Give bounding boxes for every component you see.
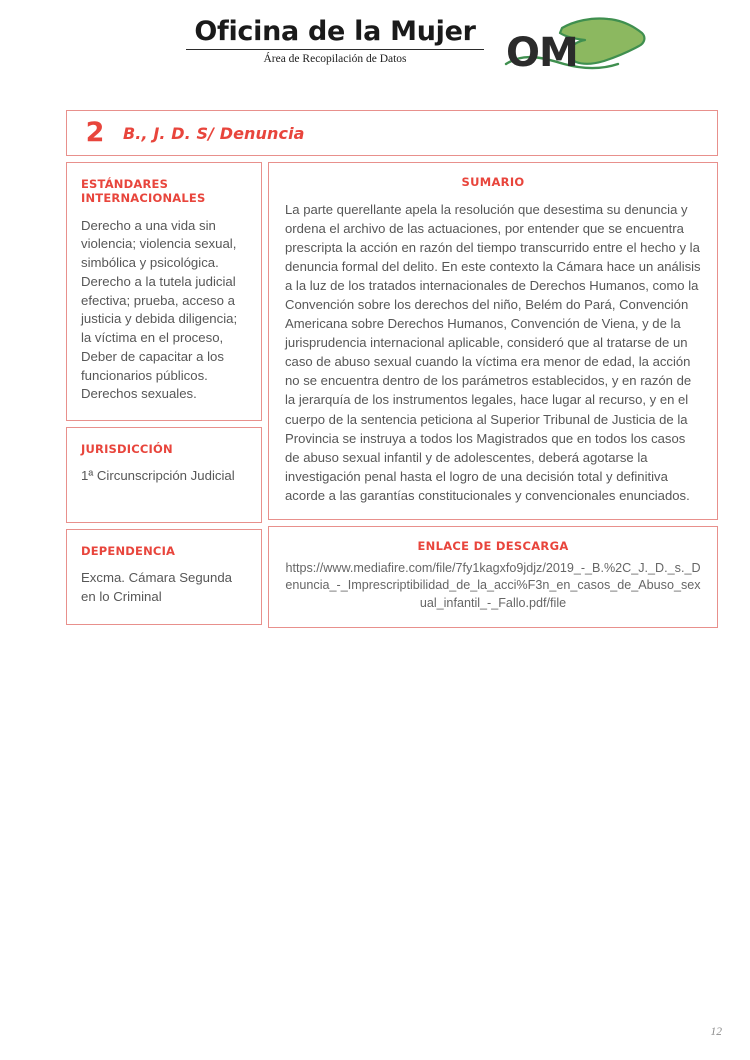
page-header [0, 0, 750, 95]
case-title-bar [66, 110, 718, 156]
panel-jurisdiction [66, 427, 262, 523]
brand-block [180, 18, 490, 65]
svg-text:OM: OM [506, 30, 578, 76]
case-number: 2 [85, 116, 105, 148]
organization-title: Oficina de la Mujer [194, 16, 476, 47]
panel-summary [268, 162, 718, 520]
dependency-body: Excma. Cámara Segunda en lo Criminal [81, 570, 232, 605]
case-record-card [66, 110, 718, 628]
dependency-heading: DEPENDENCIA [81, 544, 176, 559]
standards-heading: ESTÁNDARES INTERNACIONALES [81, 177, 206, 206]
jurisdiction-heading: JURISDICCIÓN [81, 442, 173, 457]
summary-heading: SUMARIO [461, 175, 525, 189]
jurisdiction-body: 1ª Circunscripción Judicial [81, 468, 235, 484]
card-body [66, 162, 718, 628]
metadata-column [66, 162, 262, 628]
panel-international-standards [66, 162, 262, 421]
panel-download-link [268, 526, 718, 628]
panel-dependency [66, 529, 262, 625]
download-heading: ENLACE DE DESCARGA [417, 538, 569, 553]
page-number: 12 [710, 1026, 722, 1038]
standards-body: Derecho a una vida sin violencia; violencia sexual, simbólica y psicológica. Derecho a la tutela judicial efectiva; prueba, acceso a justicia y debida diligencia; la víctima en el proceso, Deber de capacitar a los funcionarios públicos. Derechos sexuales. [81, 217, 238, 402]
om-logo-graphic [500, 12, 650, 84]
case-title: B., J. D. S/ Denuncia [123, 123, 305, 143]
summary-body: La parte querellante apela la resolución que desestima su denuncia y ordena el archivo de las actuaciones, por entender que se encuentra prescripta la acción en razón del tiempo transcurrido entre el hecho y la denuncia formal del delito. En este contexto la Cámara hace un análisis a la luz de los tratados internacionales de Derechos Humanos, como la Convención sobre los derechos del niño, Belém do Pará, Convención Americana sobre Derechos Humanos, Convención de Viena, y de la jurisprudencia internacional aplicable, consideró que al tratarse de un caso de abuso sexual cuando la víctima era menor de edad, la acción no se encuentra dentro de los parámetros establecidos, y en razón de la jerarquía de los instrumentos legales, hace lugar al recurso, y en el cuerpo de la sentencia peticiona al Superior Tribunal de Justicia de la Provincia se instruya a todos los Magistrados que en todos los casos de abuso sexual infantil y de adolescentes, deberá agotarse la investigación penal hasta el logro de una decisión total y definitiva acorde a las garantías constitucionales y convencionales enunciados. [285, 202, 701, 503]
title-divider [186, 49, 484, 50]
download-url[interactable]: https://www.mediafire.com/file/7fy1kagxfo9jdjz/2019_-_B.%2C_J._D._s._Denuncia_-_Imprescriptibilidad_de_la_acci%F3n_en_casos_de_Abuso_sexual_infantil_-_Fallo.pdf/file [285, 560, 701, 610]
om-logo [500, 12, 650, 84]
organization-subtitle: Área de Recopilación de Datos [263, 53, 407, 66]
content-column [268, 162, 718, 628]
